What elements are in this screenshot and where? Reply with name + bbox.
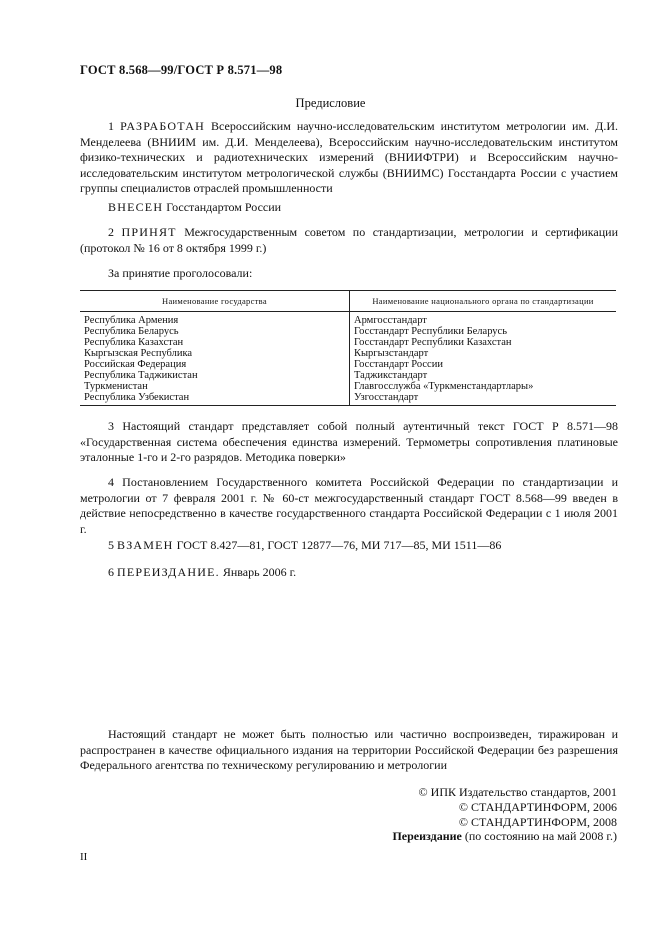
copyright-block <box>392 785 617 844</box>
paragraph-enactment: 4 Постановлением Государственного комитета Российской Федерации по стандартизации и метрологии от 7 февраля 2001 г. № 60-ст межгосударственный стандарт ГОСТ 8.568—99 введен в действие непосредственно в качестве государственного стандарта Российской Федерации с 1 июля 2001 г. <box>80 475 618 536</box>
paragraph-lead: ПРИНЯТ <box>121 225 177 239</box>
table-row <box>80 348 616 359</box>
body-cell: Главгосслужба «Туркменстандартлары» <box>354 381 534 392</box>
state-cell: Российская Федерация <box>80 359 350 370</box>
reprint-lead: Переиздание <box>392 829 462 844</box>
paragraph-number: 5 <box>108 538 114 552</box>
body-cell: Кыргызстандарт <box>354 348 429 359</box>
body-cell: Госстандарт России <box>354 359 443 370</box>
copyright-line: © СТАНДАРТИНФОРМ, 2006 <box>458 799 617 814</box>
column-header-body: Наименование национального органа по стандартизации <box>350 291 617 312</box>
reprint-text: (по состоянию на май 2008 г.) <box>464 829 617 844</box>
body-cell: Узгосстандарт <box>350 392 617 406</box>
paragraph-lead: ПЕРЕИЗДАНИЕ. <box>117 565 220 579</box>
paragraph-number: 1 <box>108 119 114 133</box>
table-row <box>80 370 616 381</box>
table-row <box>80 359 616 370</box>
paragraph-reissue <box>108 565 296 581</box>
paragraph-text: ГОСТ 8.427—81, ГОСТ 12877—76, МИ 717—85, МИ 1511—86 <box>176 538 502 552</box>
paragraph-adopted <box>80 225 618 256</box>
table-row <box>80 312 616 327</box>
document-header: ГОСТ 8.568—99/ГОСТ Р 8.571—98 <box>80 63 283 77</box>
paragraph-developed <box>80 119 618 197</box>
paragraph-number: 6 <box>108 565 114 579</box>
page-number: II <box>80 851 88 863</box>
paragraph-lead: ВЗАМЕН <box>117 538 174 552</box>
state-cell: Республика Беларусь <box>80 326 350 337</box>
paragraph-text: Январь 2006 г. <box>222 565 297 579</box>
paragraph-number: 2 <box>108 225 114 239</box>
copyright-notice: Настоящий стандарт не может быть полностью или частично воспроизведен, тиражирован и распространен в качестве официального издания на территории Российской Федерации без разрешения Федерального агентства по техническому регулированию и метрологии <box>80 727 618 772</box>
section-title: Предисловие <box>295 96 366 110</box>
paragraph-text: Госстандартом России <box>166 200 282 214</box>
table-row <box>80 392 616 406</box>
state-cell: Республика Узбекистан <box>80 392 350 406</box>
copyright-line: © ИПК Издательство стандартов, 2001 <box>418 785 617 799</box>
column-header-state: Наименование государства <box>80 291 350 312</box>
table-row <box>80 326 616 337</box>
table-header-row <box>80 291 616 312</box>
body-cell: Госстандарт Республики Беларусь <box>354 326 508 337</box>
paragraph-text: Межгосударственным советом по стандартизации, метрологии и сертификации (протокол № 16 от 8 октября 1999 г.) <box>80 225 618 255</box>
table-row <box>80 381 616 392</box>
paragraph-authentic-text: 3 Настоящий стандарт представляет собой полный аутентичный текст ГОСТ Р 8.571—98 «Государственная система обеспечения единства измерений. Термометры сопротивления платиновые эталонные 1-го и 2-го разрядов. Методика поверки» <box>80 419 618 464</box>
paragraph-text: Всероссийским научно-исследовательским институтом метрологии им. Д.И. Менделеева (ВНИИМ им. Д.И. Менделеева), Всероссийским научно-исследовательским институтом физико-технических и радиотехнических измерений (ВНИИФТРИ) и Всероссийским научно-исследовательским институтом метрологической службы (ВНИИМС) Госстандарта России с участием группы специалистов отраслей промышленности <box>80 119 618 195</box>
paragraph-lead: ВНЕСЕН <box>108 200 164 214</box>
table-row <box>80 337 616 348</box>
state-cell: Республика Казахстан <box>80 337 350 348</box>
body-cell: Госстандарт Республики Казахстан <box>354 337 512 348</box>
body-cell: Армгосстандарт <box>354 315 427 326</box>
body-cell: Таджикстандарт <box>354 370 428 381</box>
state-cell: Туркменистан <box>80 381 350 392</box>
paragraph-introduced <box>108 200 281 216</box>
voted-label: За принятие проголосовали: <box>108 266 253 280</box>
paragraph-replaces <box>108 538 501 554</box>
reprint-line <box>392 829 617 844</box>
state-cell: Кыргызская Республика <box>80 348 350 359</box>
copyright-line: © СТАНДАРТИНФОРМ, 2008 <box>458 814 617 829</box>
state-cell: Республика Армения <box>80 312 350 327</box>
voting-table <box>80 290 616 406</box>
state-cell: Республика Таджикистан <box>80 370 350 381</box>
paragraph-lead: РАЗРАБОТАН <box>120 119 205 133</box>
